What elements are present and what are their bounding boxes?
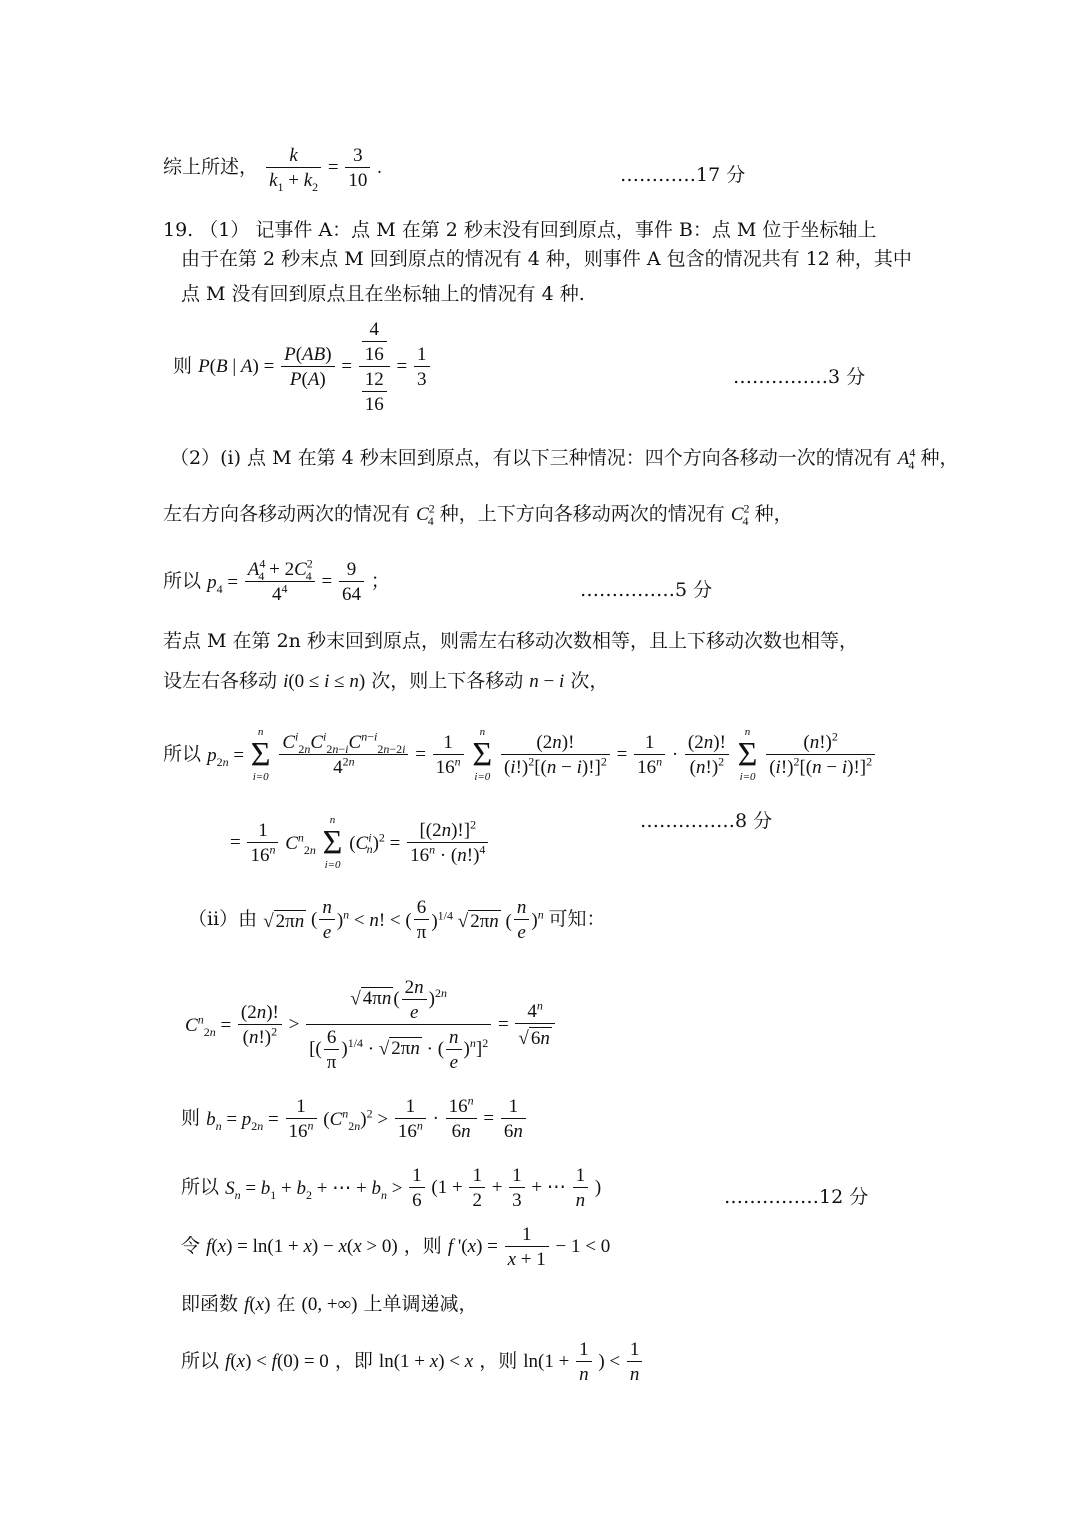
- part2-line2: [163, 501, 793, 528]
- line-i: [163, 672, 608, 691]
- p2n-formula: $p_{2n}$ = n Σ i=0 $\frac{C^i_{2n}C^i_{2n-i}C^{n-i}_{2n-2i}}{4^{2n}}$ = $\frac{1}{16^n}$ n Σ i=0 $\frac{(2n)!}{(i!)^2[(n - i)!]^2}$ = $\frac{1}{16^n}$ · $\frac{(2n)!}{(n!)^2}$ n Σ i=0 $\frac{(n!)^2}{(i!)^2[(n - i)!]^2}$: [207, 743, 877, 764]
- n-minus-i: n − i: [529, 671, 565, 692]
- sn-line: [181, 1166, 601, 1210]
- p2n-prefix: 所以: [163, 742, 202, 765]
- a44: $A^4_4$: [897, 445, 916, 472]
- cond-prefix: 则: [173, 354, 193, 377]
- f-line: [181, 1225, 610, 1269]
- last-ineq3: ln(1 + $\frac{1}{n}$ ) < $\frac{1}{n}$: [523, 1350, 644, 1371]
- summary-prefix: 综上所述，: [163, 155, 259, 178]
- stirling-bounds: √ 2πn ( $\frac{n}{e}$ )$^n$ < n! < ( $\frac{6}{\pi}$ )$^{1/4}$ √ 2πn ( $\frac{n}{e}$ )$^n$: [263, 897, 544, 943]
- ii-line: [188, 898, 605, 942]
- q19-line3: 点 M 没有回到原点且在坐标轴上的情况有 4 种.: [181, 283, 585, 305]
- q19-part1-label: （1）: [199, 219, 250, 241]
- line-2n: 若点 M 在第 2n 秒末回到原点，则需左右移动次数相等，且上下移动次数也相等，: [163, 630, 858, 652]
- score-8: ……………8 分: [640, 810, 773, 832]
- c2n-line: [185, 978, 557, 1072]
- p4-line: [163, 556, 390, 605]
- sn-prefix: 所以: [181, 1175, 220, 1198]
- p2n-line2: [230, 815, 490, 871]
- line-i-a: 设左右各移动: [163, 670, 278, 692]
- last-line: [181, 1340, 644, 1384]
- bn-formula: $b_n = p_{2n}$ = $\frac{1}{16^n}$ $(C^n_{2n})^2$ > $\frac{1}{16^n}$ · $\frac{16^n}{6n}$ = $\frac{1}{6n}$: [206, 1107, 528, 1128]
- last-a: 所以: [181, 1349, 220, 1372]
- c42-a: $C^2_4$: [416, 501, 435, 528]
- sn-formula: $S_n = b_1 + b_2$ + ⋯ + $b_n$ > $\frac{1}{6}$ (1 + $\frac{1}{2}$ + $\frac{1}{3}$ + ⋯ $\frac{1}{n}$ ): [225, 1165, 602, 1211]
- c42-b: $C^2_4$: [730, 501, 750, 528]
- q19-line2: 由于在第 2 秒末点 M 回到原点的情况有 4 种，则事件 A 包含的情况共有 12 种，其中: [181, 248, 912, 270]
- f-derivative: f '(x) = $\frac{1}{x + 1}$ − 1 < 0: [447, 1224, 611, 1270]
- part2-line2b: 种，上下方向各移动两次的情况有: [439, 503, 725, 525]
- p4-prefix: 所以: [163, 569, 202, 592]
- part2-line1-text: （2）(ⅰ) 点 M 在第 4 秒末回到原点，有以下三种情况：四个方向各移动一次的情况有: [170, 447, 892, 469]
- conditional-prob-line: [173, 320, 432, 414]
- summary-formula: $\frac{k}{k_1 + k_2}$ = $\frac{3}{10}$ .: [264, 156, 382, 177]
- score-17: …………17 分: [620, 164, 746, 186]
- q19-line1: [163, 221, 876, 240]
- bn-line: [181, 1093, 528, 1142]
- score-12: ……………12 分: [724, 1186, 869, 1208]
- last-b: ，即: [334, 1349, 373, 1372]
- part2-line1: [170, 445, 959, 472]
- ii-suffix: 可知：: [548, 907, 606, 930]
- last-ineq1: f(x) < f(0) = 0: [225, 1350, 329, 1372]
- p2n-line: [163, 727, 877, 783]
- ii-prefix: （ⅱ）由: [188, 907, 258, 930]
- cond-prob-formula: P(B | A) = $\frac{P(AB)}{P(A)}$ = $\frac{\frac{4}{16}}{\frac{12}{16}}$ = $\frac{1}{3}$: [198, 355, 431, 376]
- q19-number: 19.: [163, 219, 194, 241]
- last-c: ，则: [479, 1349, 518, 1372]
- mono-line: [181, 1295, 478, 1314]
- f-prefix: 令: [181, 1234, 201, 1257]
- mono-b: 在: [276, 1293, 296, 1315]
- c2n-formula: $C^n_{2n}$ = $\frac{(2n)!}{(n!)^2}$ > √ 4πn ( $\frac{2n}{e}$ )$^{2n}$ [( $\frac{6}{\pi}$ )$^{1/4}$ · √ 2πn · ( $\frac{n}{e}$ )$^n$]$^2$ = $\frac{4^n}{√ 6n}$: [185, 1013, 557, 1034]
- line-i-b: 次，则上下各移动: [371, 670, 524, 692]
- last-ineq2: ln(1 + x) < x: [378, 1350, 474, 1372]
- mono-c: 上单调递减，: [363, 1293, 478, 1315]
- summary-line: [163, 145, 382, 194]
- part2-line2a: 左右方向各移动两次的情况有: [163, 503, 411, 525]
- p4-formula: $p_4$ = $\frac{A^4_4 + 2C^2_4}{4^4}$ = $\frac{9}{64}$ ；: [207, 556, 390, 605]
- f-mid: ，则: [403, 1234, 442, 1257]
- mono-a: 即函数: [181, 1293, 239, 1315]
- line-i-c: 次，: [570, 670, 609, 692]
- i-range: i(0 ≤ i ≤ n): [283, 671, 366, 692]
- mono-interval: (0, +∞): [301, 1294, 358, 1315]
- score-5: ……………5 分: [580, 579, 713, 601]
- bn-prefix: 则: [181, 1106, 201, 1129]
- score-3: ……………3 分: [733, 366, 866, 388]
- f-def: f(x) = ln(1 + x) − x(x > 0): [206, 1235, 398, 1257]
- p2n-formula2: = $\frac{1}{16^n}$ $C^n_{2n}$ n Σ i=0 $(C^i_n)^2$ = $\frac{[(2n)!]^2}{16^n \cdot (n!)^4}$: [230, 831, 490, 852]
- mono-f: f(x): [244, 1294, 271, 1315]
- part2-line1-end: 种，: [920, 447, 959, 469]
- part2-line2c: 种，: [754, 503, 793, 525]
- q19-line1-text: 记事件 A：点 M 在第 2 秒末没有回到原点，事件 B：点 M 位于坐标轴上: [255, 219, 877, 241]
